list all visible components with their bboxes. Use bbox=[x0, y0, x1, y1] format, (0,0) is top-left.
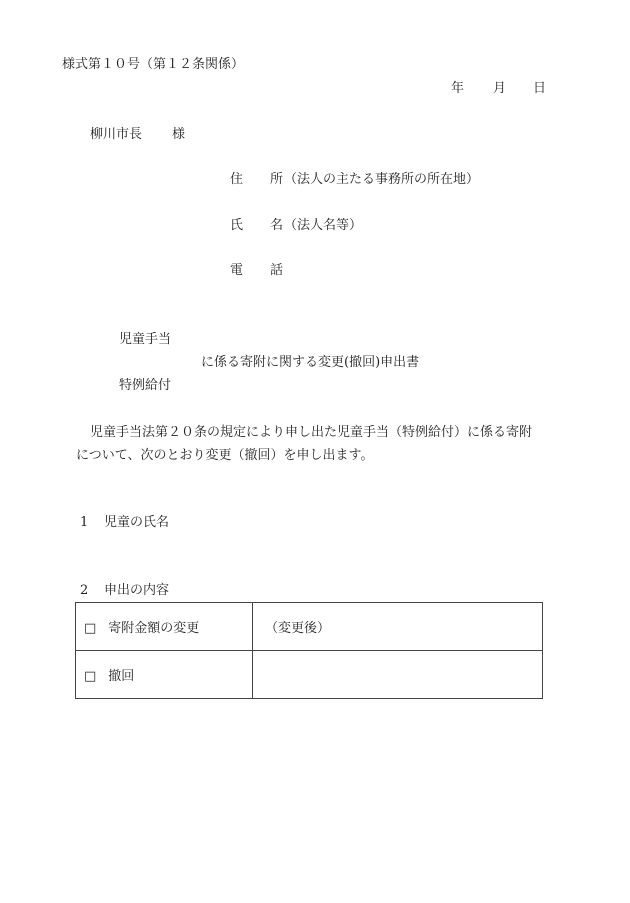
amount-change-value: （変更後） bbox=[265, 621, 331, 636]
withdraw-value-cell bbox=[253, 651, 543, 699]
date-month: 月 bbox=[493, 81, 507, 96]
withdraw-label: 撤回 bbox=[108, 669, 135, 684]
section2-number: 2 bbox=[80, 583, 89, 598]
amount-change-value-cell bbox=[253, 603, 543, 651]
form-number: 様式第１０号（第１２条関係） bbox=[62, 57, 245, 72]
address-label-1: 住 bbox=[230, 172, 244, 187]
amount-change-label: 寄附金額の変更 bbox=[108, 621, 200, 636]
name-label-1: 氏 bbox=[230, 218, 244, 233]
section1-number: 1 bbox=[80, 515, 89, 530]
document-title: に係る寄附に関する変更(撤回)申出書 bbox=[201, 355, 420, 370]
addressee-name: 柳川市長 bbox=[90, 127, 143, 142]
name-note: （法人名等） bbox=[284, 218, 363, 233]
body-line-1: 児童手当法第２０条の規定により申し出た児童手当（特例給付）に係る寄附 bbox=[90, 425, 533, 440]
withdraw-checkbox[interactable]: □ bbox=[84, 669, 97, 684]
title-option-a: 児童手当 bbox=[119, 332, 172, 347]
address-label-2: 所 bbox=[270, 172, 284, 187]
section2-label: 申出の内容 bbox=[104, 583, 170, 598]
amount-change-checkbox[interactable]: □ bbox=[84, 621, 97, 636]
date-day: 日 bbox=[533, 81, 547, 96]
request-table bbox=[75, 602, 543, 699]
amount-change-cell bbox=[76, 603, 253, 651]
withdraw-cell bbox=[76, 651, 253, 699]
title-option-b: 特例給付 bbox=[119, 378, 172, 393]
phone-label-1: 電 bbox=[230, 263, 244, 278]
table-row bbox=[76, 603, 543, 651]
phone-label-2: 話 bbox=[270, 263, 284, 278]
section1-label: 児童の氏名 bbox=[104, 515, 170, 530]
body-line-2: について、次のとおり変更（撤回）を申し出ます。 bbox=[76, 448, 374, 463]
address-note: （法人の主たる事務所の所在地） bbox=[284, 172, 480, 187]
date-year: 年 bbox=[451, 81, 465, 96]
table-row bbox=[76, 651, 543, 699]
addressee-honorific: 様 bbox=[172, 127, 186, 142]
name-label-2: 名 bbox=[270, 218, 284, 233]
